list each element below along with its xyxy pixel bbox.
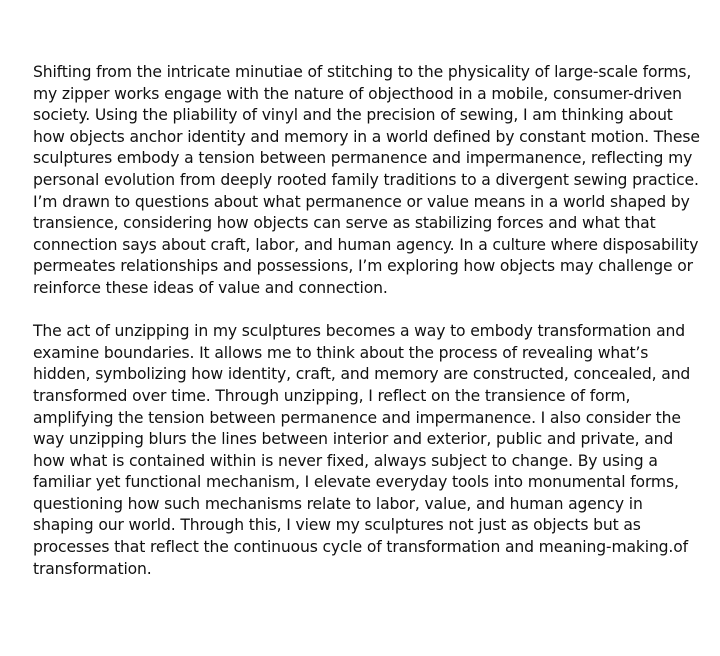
statement-paragraph-2: The act of unzipping in my sculptures becomes a way to embody transformation and examine boundaries. It allows me to think about the process of revealing what’s hidden, symbolizing how identity, craft, and memory are constructed, concealed, and transformed over time. Through unzipping, I reflect on the transience of form, amplifying the tension between permanence and impermanence. I also consider the way unzipping blurs the lines between interior and exterior, public and private, and how what is contained within is never fixed, always subject to change. By using a familiar yet functional mechanism, I elevate everyday tools into monumental forms, questioning how such mechanisms relate to labor, value, and human agency in shaping our world. Through this, I view my sculptures not just as objects but as processes that reflect the continuous cycle of transformation and meaning-making.of transformation. bbox=[33, 322, 691, 578]
statement-paragraph-1: Shifting from the intricate minutiae of stitching to the physicality of large-scale forms, my zipper works engage with the nature of objecthood in a mobile, consumer-driven society. Using the pliability of vinyl and the precision of sewing, I am thinking about how objects anchor identity and memory in a world defined by constant motion. These sculptures embody a tension between permanence and impermanence, reflecting my personal evolution from deeply rooted family traditions to a divergent sewing practice. I’m drawn to questions about what permanence or value means in a world shaped by transience, considering how objects can serve as stabilizing forces and what that connection says about craft, labor, and human agency. In a culture where disposability permeates relationships and possessions, I’m exploring how objects may challenge or reinforce these ideas of value and connection. bbox=[33, 63, 700, 297]
artist-statement bbox=[33, 62, 705, 580]
